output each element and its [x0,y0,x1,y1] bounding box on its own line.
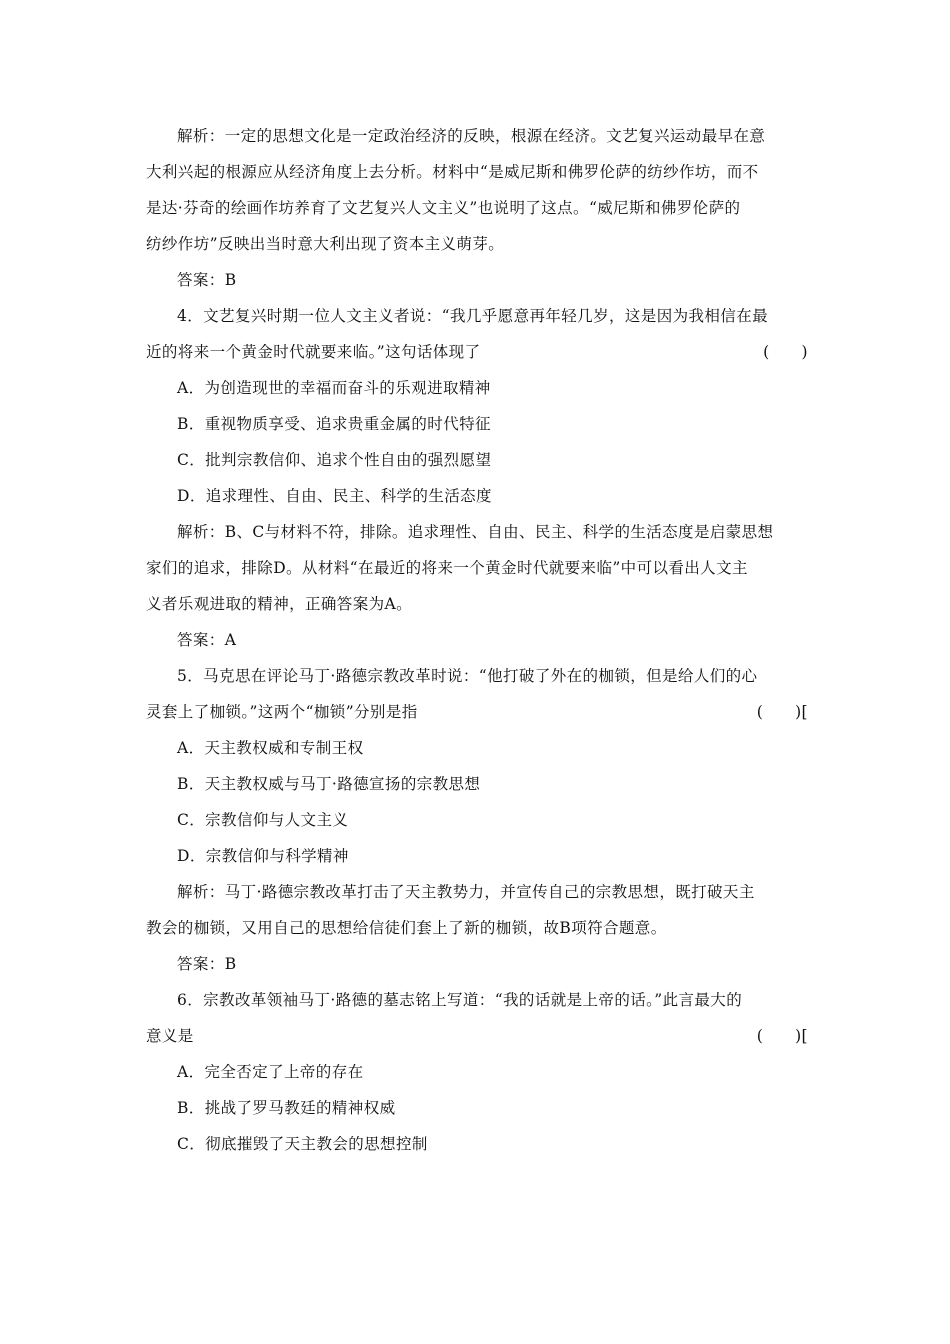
q6-stem-row [146,1018,808,1054]
q4-stem-line: 4．文艺复兴时期一位人文主义者说：“我几乎愿意再年轻几岁，这是因为我相信在最 [177,307,768,325]
q6-option-b: B．挑战了罗马教廷的精神权威 [177,1099,396,1117]
q5-option-a: A．天主教权威和专制王权 [177,739,364,757]
q4-option-b: B．重视物质享受、追求贵重金属的时代特征 [177,415,491,433]
q6-stem-line: 6．宗教改革领袖马丁·路德的墓志铭上写道：“我的话就是上帝的话。”此言最大的 [177,991,743,1009]
q5-explanation-line: 解析：马丁·路德宗教改革打击了天主教势力，并宣传自己的宗教思想，既打破天主 [177,883,755,901]
q3-explanation-line: 大利兴起的根源应从经济角度上去分析。材料中“是威尼斯和佛罗伦萨的纺纱作坊，而不 [146,163,759,181]
q5-answer: 答案：B [177,955,237,973]
q5-option-b: B．天主教权威与马丁·路德宣扬的宗教思想 [177,775,481,793]
q5-option-d: D．宗教信仰与科学精神 [177,847,349,865]
q4-option-d: D．追求理性、自由、民主、科学的生活态度 [177,487,492,505]
q4-answer: 答案：A [177,631,237,649]
q4-explanation-line: 家们的追求，排除D。从材料“在最近的将来一个黄金时代就要来临”中可以看出人文主 [146,559,748,577]
q3-explanation-line: 纺纱作坊”反映出当时意大利出现了资本主义萌芽。 [146,235,505,253]
q3-answer: 答案：B [177,271,237,289]
q6-option-a: A．完全否定了上帝的存在 [177,1063,364,1081]
q4-stem-row [146,334,808,370]
q4-option-a: A．为创造现世的幸福而奋斗的乐观进取精神 [177,379,491,397]
q5-explanation-line: 教会的枷锁，又用自己的思想给信徒们套上了新的枷锁，故B项符合题意。 [146,919,667,937]
q5-stem-line: 灵套上了枷锁。”这两个“枷锁”分别是指 [146,703,418,721]
q3-explanation-line: 解析：一定的思想文化是一定政治经济的反映，根源在经济。文艺复兴运动最早在意 [177,127,766,145]
q4-option-c: C．批判宗教信仰、追求个性自由的强烈愿望 [177,451,492,469]
q5-stem-row [146,694,808,730]
q6-answer-bracket: ( )[ [756,1027,808,1045]
q6-option-c: C．彻底摧毁了天主教会的思想控制 [177,1135,428,1153]
q4-answer-bracket: ( ) [763,343,808,361]
document-body [146,118,808,1162]
q5-stem-line: 5．马克思在评论马丁·路德宗教改革时说：“他打破了外在的枷锁，但是给人们的心 [177,667,758,685]
q4-explanation-line: 解析：B、C与材料不符，排除。追求理性、自由、民主、科学的生活态度是启蒙思想 [177,523,774,541]
q4-explanation-line: 义者乐观进取的精神，正确答案为A。 [146,595,412,613]
q5-option-c: C．宗教信仰与人文主义 [177,811,349,829]
q6-stem-line: 意义是 [146,1027,194,1045]
q3-explanation-line: 是达·芬奇的绘画作坊养育了文艺复兴人文主义”也说明了这点。“威尼斯和佛罗伦萨的 [146,199,741,217]
q4-stem-line: 近的将来一个黄金时代就要来临。”这句话体现了 [146,343,481,361]
q5-answer-bracket: ( )[ [756,703,808,721]
